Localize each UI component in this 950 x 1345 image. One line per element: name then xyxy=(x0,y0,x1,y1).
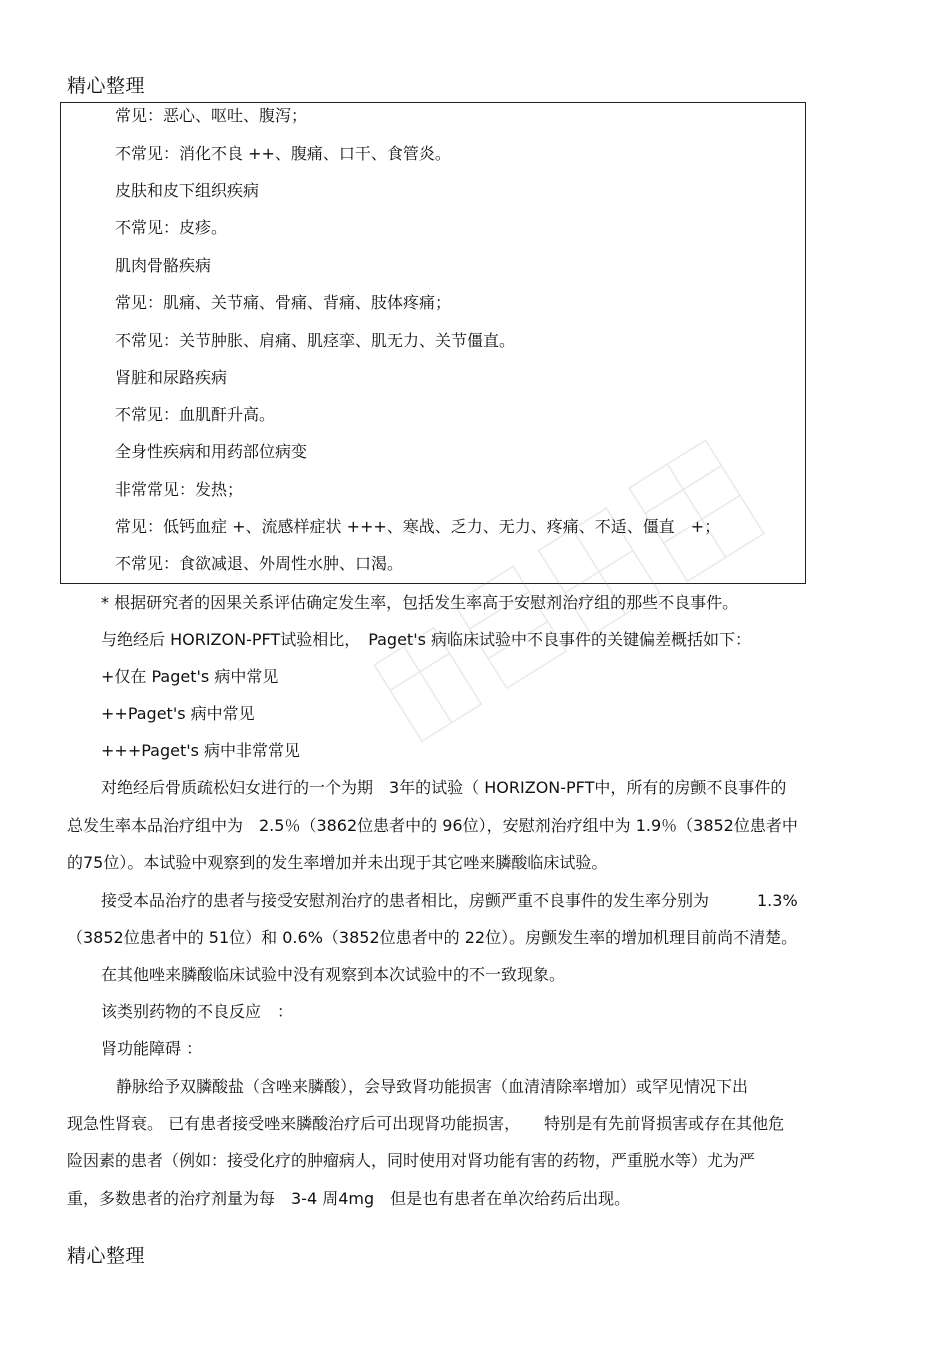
box-line: 全身性疾病和用药部位病变 xyxy=(115,442,308,461)
footnote-line: * 根据研究者的因果关系评估确定发生率，包括发生率高于安慰剂治疗组的那些不良事件。 xyxy=(101,593,739,612)
box-line: 肌肉骨骼疾病 xyxy=(115,256,212,275)
legend-line: +++Paget's 病中非常常见 xyxy=(101,741,301,760)
paragraph-line: 总发生率本品治疗组中为 2.5％（3862位患者中的 96位），安慰剂治疗组中为 1.9％（3852位患者中 xyxy=(67,816,798,835)
section-heading: 该类别药物的不良反应 ： xyxy=(101,1002,294,1021)
page-footer: 精心整理 xyxy=(67,1245,146,1267)
box-line: 不常见：皮疹。 xyxy=(115,218,228,237)
paragraph-line: 接受本品治疗的患者与接受安慰剂治疗的患者相比，房颤严重不良事件的发生率分别为 1.3% xyxy=(101,891,798,910)
legend-line: ++Paget's 病中常见 xyxy=(101,704,255,723)
paragraph-line: （3852位患者中的 51位）和 0.6%（3852位患者中的 22位）。房颤发生率的增加机理目前尚不清楚。 xyxy=(67,928,798,947)
paragraph-line: 对绝经后骨质疏松妇女进行的一个为期 3年的试验（ HORIZON-PFT中，所有的房颤不良事件的 xyxy=(101,778,787,797)
paragraph-line: 险因素的患者（例如：接受化疗的肿瘤病人，同时使用对肾功能有害的药物，严重脱水等）尤为严 xyxy=(67,1151,756,1170)
box-line: 不常见：消化不良 ++、腹痛、口干、食管炎。 xyxy=(115,144,451,163)
adverse-reactions-box xyxy=(60,102,806,584)
legend-line: +仅在 Paget's 病中常见 xyxy=(101,667,279,686)
box-line: 非常常见：发热； xyxy=(115,480,244,499)
box-line: 皮肤和皮下组织疾病 xyxy=(115,181,260,200)
paragraph-line: 的75位）。本试验中观察到的发生率增加并未出现于其它唑来膦酸临床试验。 xyxy=(67,853,608,872)
box-line: 不常见：血肌酐升高。 xyxy=(115,405,276,424)
box-line: 常见：恶心、呕吐、腹泻； xyxy=(115,106,308,125)
box-line: 不常见：食欲减退、外周性水肿、口渴。 xyxy=(115,554,404,573)
paragraph-line: 静脉给予双膦酸盐（含唑来膦酸），会导致肾功能损害（血清清除率增加）或罕见情况下出 xyxy=(116,1077,749,1096)
section-heading: 肾功能障碍 ： xyxy=(101,1039,203,1058)
paragraph-line: 在其他唑来膦酸临床试验中没有观察到本次试验中的不一致现象。 xyxy=(101,965,566,984)
box-line: 不常见：关节肿胀、肩痛、肌痉挛、肌无力、关节僵直。 xyxy=(115,331,516,350)
box-line: 肾脏和尿路疾病 xyxy=(115,368,228,387)
page-header: 精心整理 xyxy=(67,75,146,97)
box-line: 常见：低钙血症 +、流感样症状 +++、寒战、乏力、无力、疼痛、不适、僵直 +； xyxy=(115,517,721,536)
paragraph-line: 现急性肾衰。 已有患者接受唑来膦酸治疗后可出现肾功能损害， 特别是有先前肾损害或存在其他危 xyxy=(67,1114,785,1133)
paragraph-line: 与绝经后 HORIZON-PFT试验相比， Paget's 病临床试验中不良事件的关键偏差概括如下： xyxy=(101,630,752,649)
paragraph-line: 重，多数患者的治疗剂量为每 3-4 周4mg 但是也有患者在单次给药后出现。 xyxy=(67,1189,631,1208)
box-line: 常见：肌痛、关节痛、骨痛、背痛、肢体疼痛； xyxy=(115,293,452,312)
